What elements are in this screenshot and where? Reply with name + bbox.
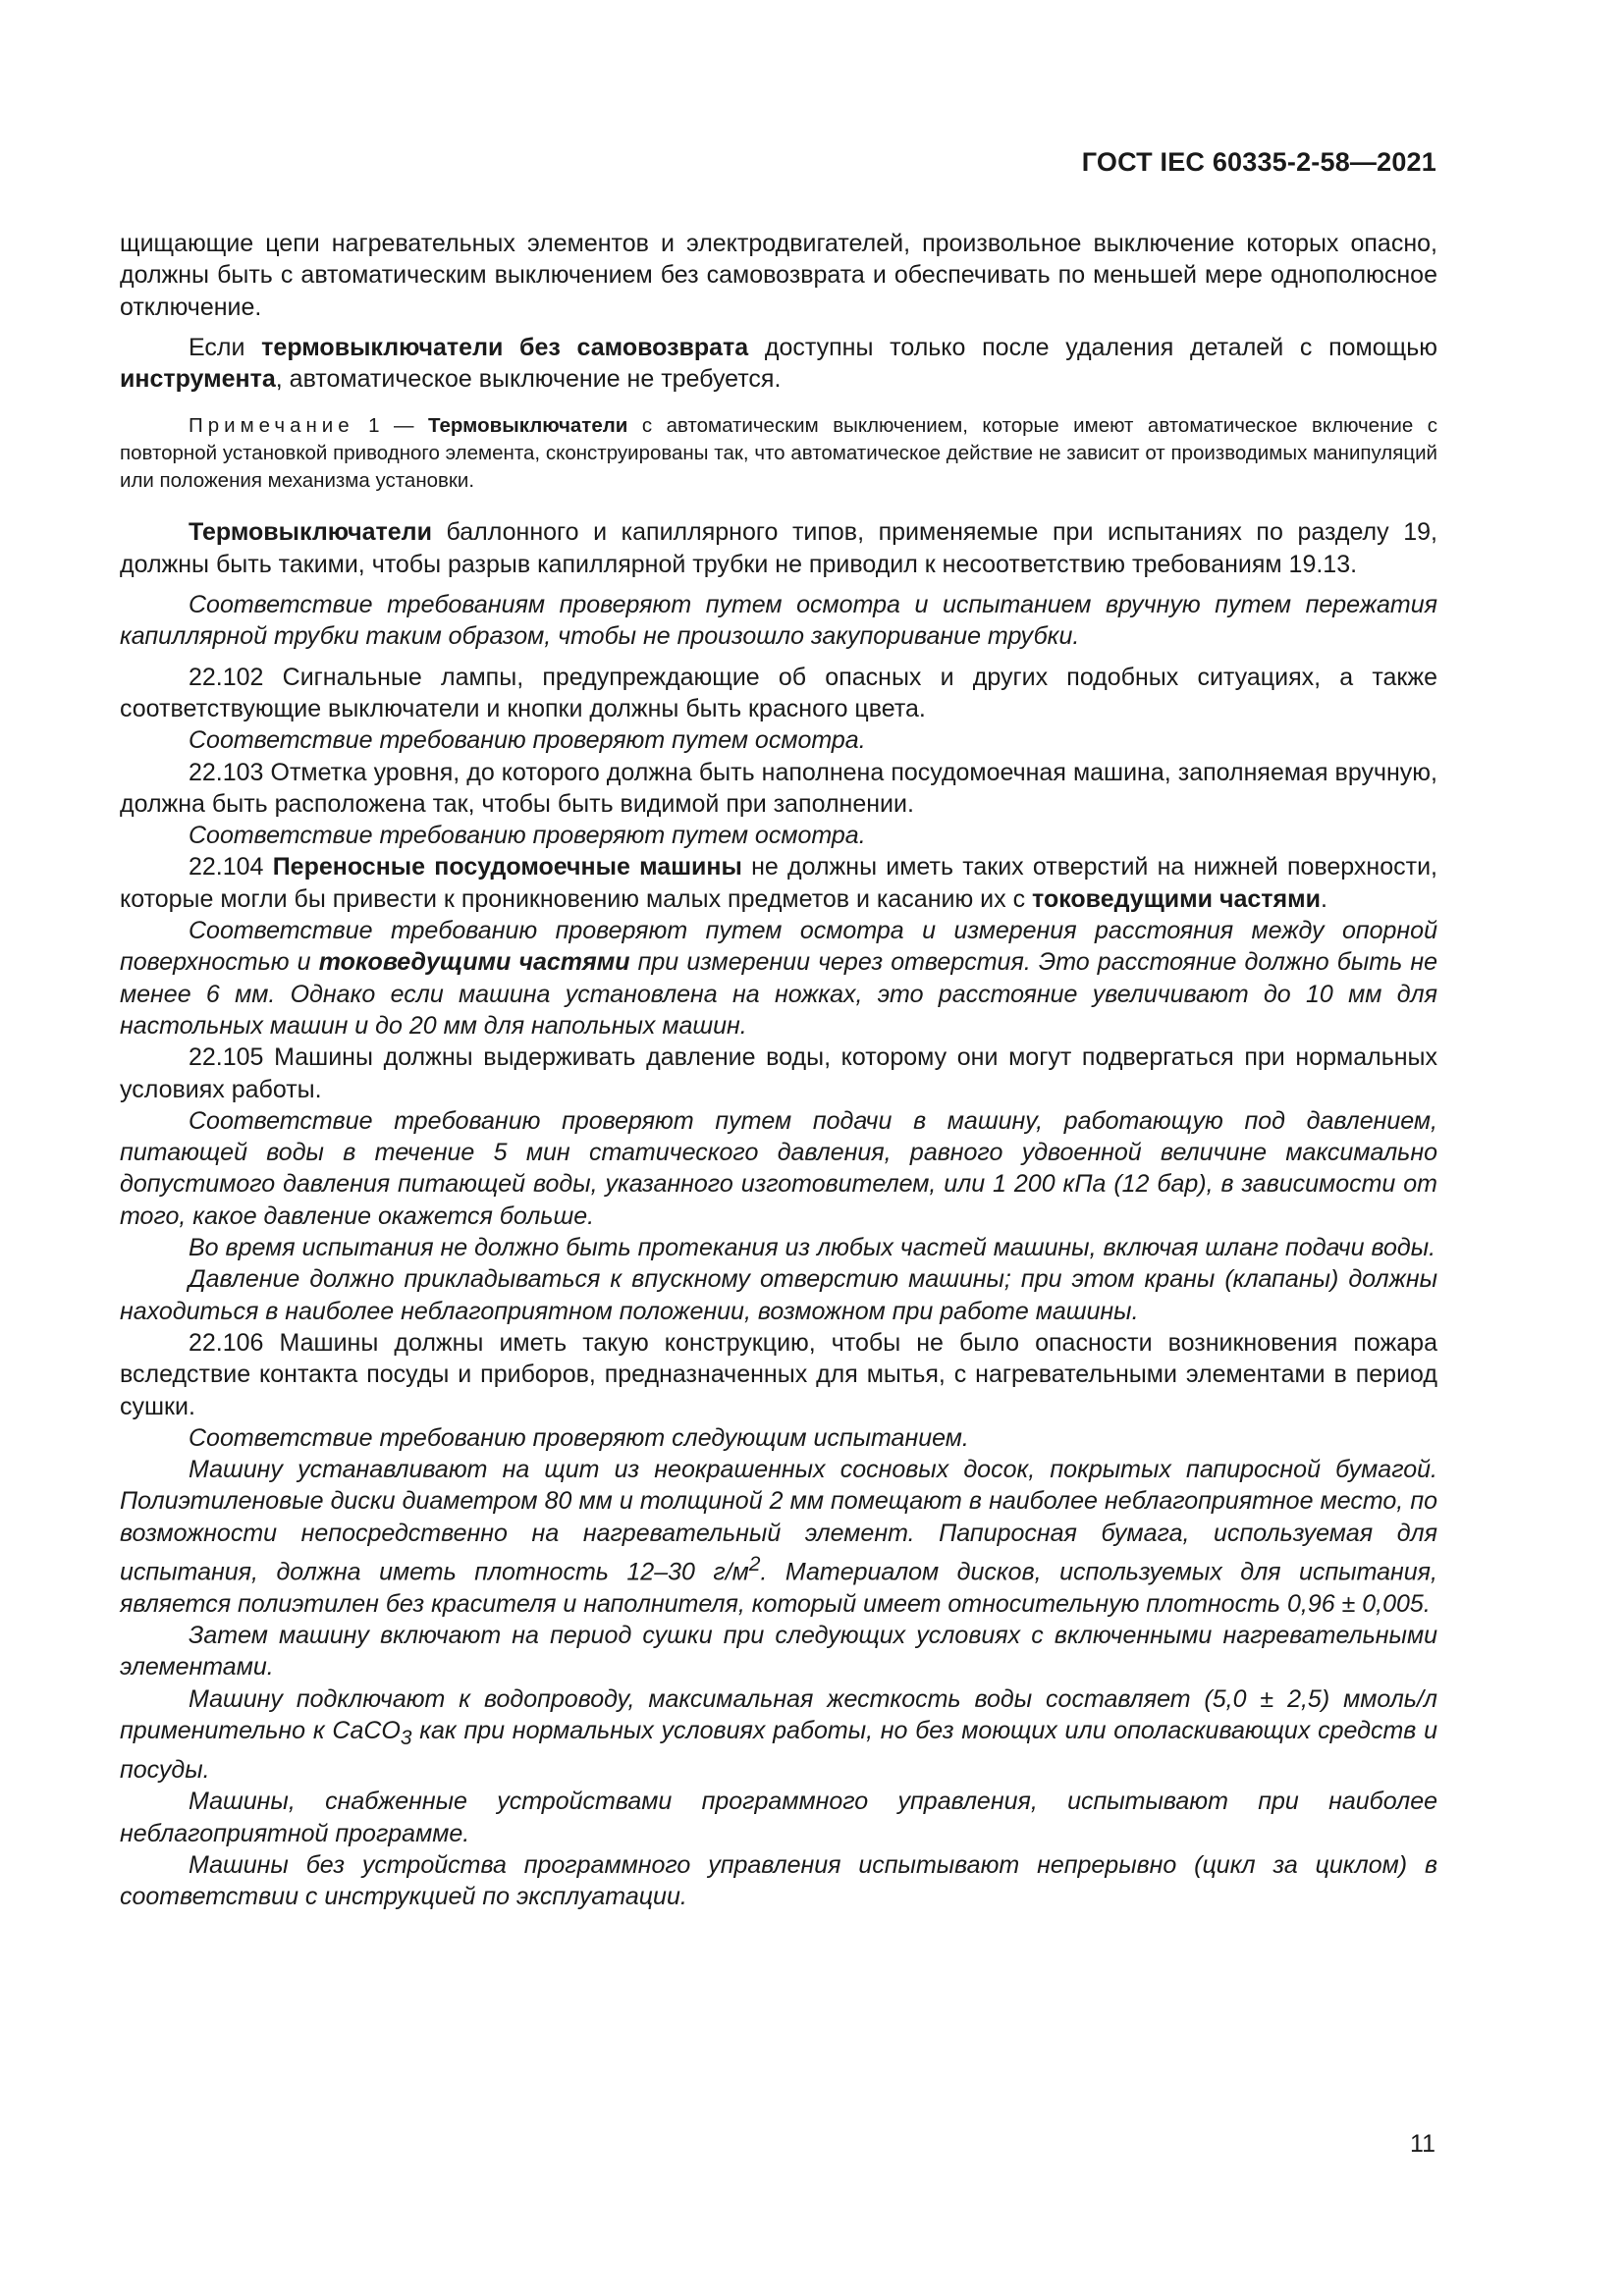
paragraph: Если термовыключатели без самовозврата доступны только после удаления деталей с помощью инструмента, автоматическое выключение не требуется. (120, 333, 1437, 394)
paragraph: щищающие цепи нагревательных элементов и электродвигателей, произвольное выключение которых опасно, должны быть с автоматическим выключением без самовозврата и обеспечивать по меньшей мере однополюсное отключение. (120, 230, 1437, 321)
paragraph: Термовыключатели баллонного и капиллярного типов, применяемые при испытаниях по разделу 19, должны быть такими, чтобы разрыв капиллярной трубки не приводил к несоответствию требованиям 19.13. (120, 518, 1437, 578)
superscript: 2 (748, 1552, 761, 1575)
term: Термовыключатели (189, 518, 432, 547)
term: токоведущими частями (1032, 884, 1321, 913)
page-number: 11 (1410, 2130, 1435, 2158)
term: токоведущими частями (318, 948, 630, 977)
paragraph: Затем машину включают на период сушки при следующих условиях с включенными нагревательными элементами. (120, 1621, 1437, 1682)
paragraph: Машины без устройства программного управления испытывают непрерывно (цикл за циклом) в соответствии с инструкцией по эксплуатации. (120, 1850, 1437, 1911)
compliance-check: Соответствие требованию проверяют следующим испытанием. (189, 1423, 969, 1452)
note: Примечание 1 — Термовыключатели с автоматическим выключением, которые имеют автоматическое включение с повторной установкой приводного элемента, сконструированы так, что автоматическое действие не зависит от производимых манипуляций или положения механизма установки. (120, 414, 1437, 493)
document-code: ГОСТ IEC 60335-2-58—2021 (1081, 147, 1436, 177)
term: инструмента (120, 365, 276, 394)
term: Переносные посудомоечные машины (272, 853, 742, 881)
compliance-check: Соответствие требованию проверяют путем осмотра. (189, 822, 866, 850)
subscript: 3 (400, 1726, 412, 1749)
paragraph: Во время испытания не должно быть протекания из любых частей машины, включая шланг подачи воды. (189, 1234, 1436, 1262)
compliance-check: Соответствие требованиям проверяют путем осмотра и испытанием вручную путем пережатия капиллярной трубки таким образом, чтобы не произошло закупоривание трубки. (120, 591, 1437, 651)
document-body (120, 228, 1437, 1913)
term: Термовыключатели (428, 414, 628, 438)
clause-22-106: 22.106 Машины должны иметь такую конструкцию, чтобы не было опасности возникновения пожара вследствие контакта посуды и приборов, предназначенных для мытья, с нагревательными элементами в период сушки. (120, 1328, 1437, 1420)
paragraph: Машины, снабженные устройствами программного управления, испытывают при наиболее неблагоприятной программе. (120, 1788, 1437, 1847)
paragraph: Давление должно прикладываться к впускному отверстию машины; при этом краны (клапаны) должны находиться в наиболее неблагоприятном положении, возможном при работе машины. (120, 1265, 1437, 1325)
term: термовыключатели без самовозврата (261, 333, 749, 361)
clause-22-104: 22.104 Переносные посудомоечные машины не должны иметь таких отверстий на нижней поверхности, которые могли бы привести к проникновению малых предметов и касанию их с токоведущими частями. (120, 853, 1437, 913)
compliance-check: Соответствие требованию проверяют путем осмотра и измерения расстояния между опорной поверхностью и токоведущими частями при измерении через отверстия. Это расстояние должно быть не менее 6 мм. Однако если машина установлена на ножках, это расстояние увеличивают до 10 мм для настольных машин и до 20 мм для напольных машин. (120, 917, 1437, 1040)
compliance-check: Соответствие требованию проверяют путем подачи в машину, работающую под давлением, питающей воды в течение 5 мин статического давления, равного удвоенной величине максимально допустимого давления питающей воды, указанного изготовителем, или 1 200 кПа (12 бар), в зависимости от того, какое давление окажется больше. (120, 1106, 1437, 1230)
paragraph: Машину подключают к водопроводу, максимальная жесткость воды составляет (5,0 ± 2,5) ммоль/л применительно к CaCO$_3$ как при нормальных условиях работы, но без моющих или ополаскивающих средств и посуды. (120, 1684, 1437, 1785)
paragraph: Машину устанавливают на щит из неокрашенных сосновых досок, покрытых папиросной бумагой. Полиэтиленовые диски диаметром 80 мм и толщиной 2 мм помещают в наиболее неблагоприятное место, по возможности непосредственно на нагревательный элемент. Папиросная бумага, используемая для испытания, должна иметь плотность 12–30 $г/м^2$. Материалом дисков, используемых для испытания, является полиэтилен без красителя и наполнителя, который имеет относительную плотность 0,96 ± 0,005. (120, 1456, 1437, 1618)
clause-22-103: 22.103 Отметка уровня, до которого должна быть наполнена посудомоечная машина, заполняемая вручную, должна быть расположена так, чтобы быть видимой при заполнении. (120, 758, 1437, 818)
note-label: Примечание (189, 414, 354, 438)
compliance-check: Соответствие требованию проверяют путем осмотра. (189, 726, 866, 755)
clause-22-105: 22.105 Машины должны выдерживать давление воды, которому они могут подвергаться при нормальных условиях работы. (120, 1043, 1437, 1103)
clause-22-102: 22.102 Сигнальные лампы, предупреждающие об опасных и других подобных ситуациях, а также соответствующие выключатели и кнопки должны быть красного цвета. (120, 663, 1437, 722)
